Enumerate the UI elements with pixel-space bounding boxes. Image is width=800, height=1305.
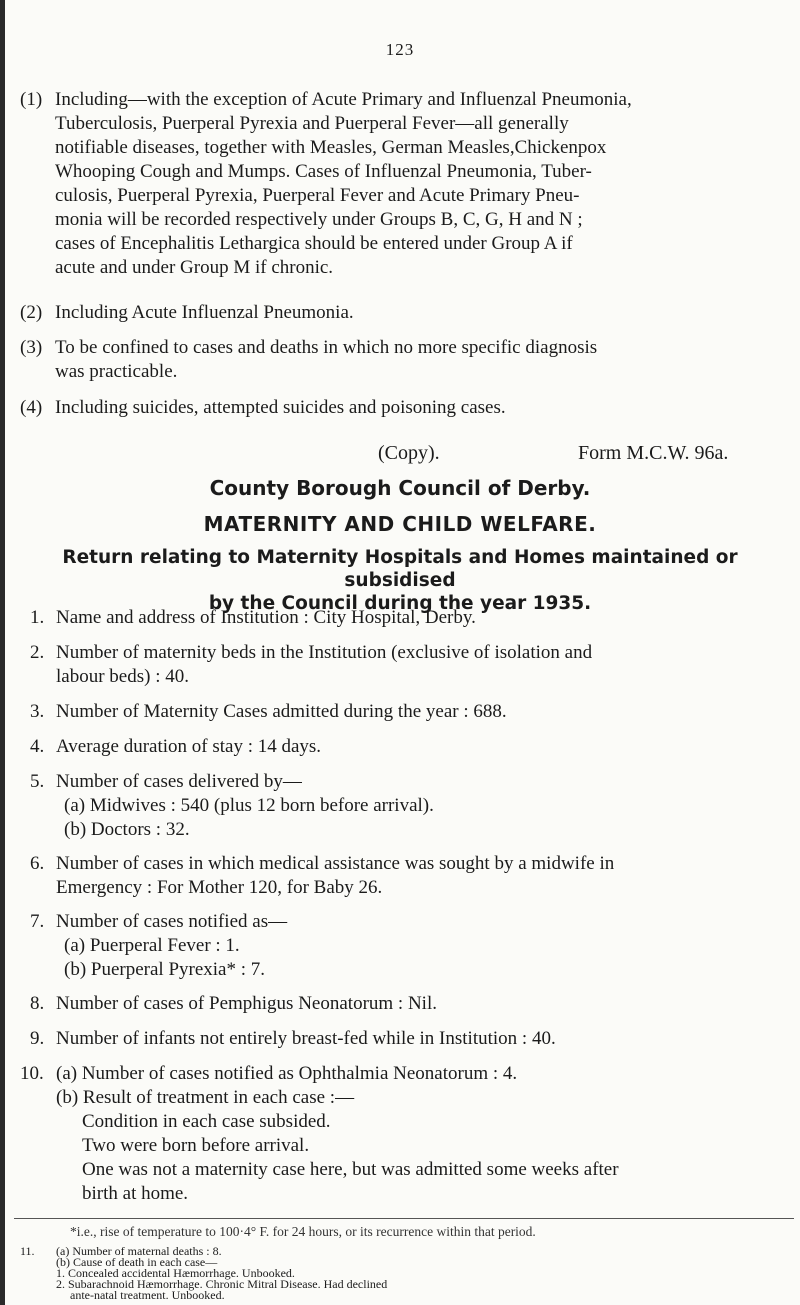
item-subline: (b) Puerperal Pyrexia* : 7. <box>64 959 266 980</box>
item-number: 9. <box>30 1028 45 1049</box>
item-number: 1. <box>30 607 45 628</box>
item-line: Number of maternity beds in the Institution (exclusive of isolation and <box>56 642 593 663</box>
item-line: (b) Result of treatment in each case :— <box>56 1087 355 1108</box>
item-line: Number of infants not entirely breast-fed while in Institution : 40. <box>56 1028 556 1049</box>
item-3 <box>30 700 790 724</box>
item-number: 4. <box>30 736 45 757</box>
footnote-2 <box>20 301 790 325</box>
item-subline: Condition in each case subsided. <box>82 1111 331 1132</box>
footnote-line: notifiable diseases, together with Measles, German Measles,Chickenpox <box>55 137 607 158</box>
footnote-line: To be confined to cases and deaths in which no more specific diagnosis <box>55 337 598 358</box>
item-10 <box>20 1062 790 1206</box>
item-line: Average duration of stay : 14 days. <box>56 736 322 757</box>
page-number: 123 <box>385 40 415 59</box>
item-line: Emergency : For Mother 120, for Baby 26. <box>56 877 383 898</box>
item-1 <box>30 606 790 630</box>
item-line: (a) Number of cases notified as Ophthalmia Neonatorum : 4. <box>56 1063 518 1084</box>
item-number: 6. <box>30 853 45 874</box>
item-number: 8. <box>30 993 45 1014</box>
footnote-1 <box>20 88 790 280</box>
footnote-4 <box>20 396 790 420</box>
copy-label: (Copy). <box>378 442 440 464</box>
item-line: Number of cases in which medical assistance was sought by a midwife in <box>56 853 615 874</box>
item-line: (a) Number of maternal deaths : 8. <box>56 1244 222 1258</box>
item-9 <box>30 1027 790 1051</box>
item-5 <box>30 770 790 842</box>
footnote-number: (1) <box>20 89 43 110</box>
footnote-number: (2) <box>20 302 43 323</box>
item-6 <box>30 852 790 900</box>
footnote-line: culosis, Puerperal Pyrexia, Puerperal Fever and Acute Primary Pneu- <box>55 185 580 206</box>
item-2 <box>30 641 790 689</box>
footnote-line: acute and under Group M if chronic. <box>55 257 334 278</box>
item-subline: Two were born before arrival. <box>82 1135 310 1156</box>
section-title: MATERNITY AND CHILD WELFARE. <box>203 512 597 536</box>
item-number: 5. <box>30 771 45 792</box>
item-subline: One was not a maternity case here, but was admitted some weeks after <box>82 1159 619 1180</box>
return-heading-line: by the Council during the year 1935. <box>208 593 592 614</box>
council-heading: County Borough Council of Derby. <box>209 476 591 500</box>
item-number: 3. <box>30 701 45 722</box>
footnote-line: Including—with the exception of Acute Primary and Influenzal Pneumonia, <box>55 89 632 110</box>
item-number: 11. <box>20 1244 35 1258</box>
item-subline: ante-natal treatment. Unbooked. <box>70 1288 225 1302</box>
footnote-line: monia will be recorded respectively under Groups B, C, G, H and N ; <box>55 209 583 230</box>
footnote-line: cases of Encephalitis Lethargica should be entered under Group A if <box>55 233 573 254</box>
return-heading-line: Return relating to Maternity Hospitals and Homes maintained or subsidised <box>62 547 738 591</box>
item-line: Number of Maternity Cases admitted during the year : 688. <box>56 701 507 722</box>
return-heading <box>10 546 790 615</box>
item-subline: (a) Puerperal Fever : 1. <box>64 935 240 956</box>
footnote-line: Including suicides, attempted suicides and poisoning cases. <box>55 397 506 418</box>
item-7 <box>30 910 790 982</box>
form-number: Form M.C.W. 96a. <box>578 442 729 464</box>
item-line: Number of cases notified as— <box>56 911 288 932</box>
item-subline: 1. Concealed accidental Hæmorrhage. Unbooked. <box>56 1266 295 1280</box>
item-11 <box>20 1246 790 1301</box>
footnote-line: Including Acute Influenzal Pneumonia. <box>55 302 354 323</box>
item-line: Name and address of Institution : City Hospital, Derby. <box>56 607 476 628</box>
item-number: 10. <box>20 1063 44 1084</box>
footnote-rule <box>14 1218 794 1219</box>
footnote-line: Tuberculosis, Puerperal Pyrexia and Puerperal Fever—all generally <box>55 113 569 134</box>
item-line: (b) Cause of death in each case— <box>56 1255 218 1269</box>
item-line: labour beds) : 40. <box>56 666 189 687</box>
item-number: 7. <box>30 911 45 932</box>
footnote-line: was practicable. <box>55 361 178 382</box>
item-subline: (b) Doctors : 32. <box>64 819 190 840</box>
item-line: Number of cases delivered by— <box>56 771 302 792</box>
item-line: Number of cases of Pemphigus Neonatorum : Nil. <box>56 993 437 1014</box>
item-8 <box>30 992 790 1016</box>
item-subline: birth at home. <box>82 1183 189 1204</box>
item-subline: 2. Subarachnoid Hæmorrhage. Chronic Mitral Disease. Had declined <box>56 1277 388 1291</box>
scan-binding-edge <box>0 0 5 1305</box>
item-4 <box>30 735 790 759</box>
footnote-3 <box>20 336 790 384</box>
temperature-footnote: *i.e., rise of temperature to 100·4° F. for 24 hours, or its recurrence within that period. <box>70 1224 536 1239</box>
footnote-number: (4) <box>20 397 43 418</box>
footnote-number: (3) <box>20 337 43 358</box>
item-subline: (a) Midwives : 540 (plus 12 born before arrival). <box>64 795 434 816</box>
item-number: 2. <box>30 642 45 663</box>
footnote-line: Whooping Cough and Mumps. Cases of Influenzal Pneumonia, Tuber- <box>55 161 592 182</box>
